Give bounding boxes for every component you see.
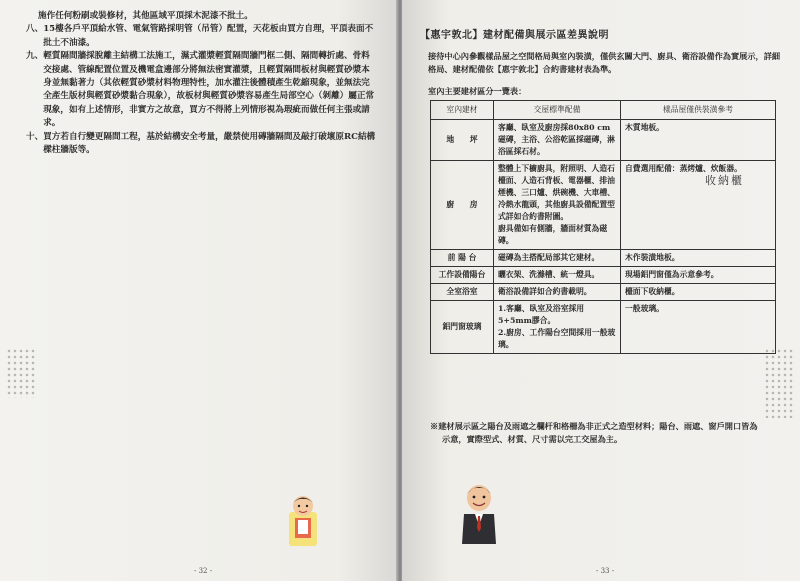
header-model: 樣品屋僅供裝潢參考 <box>621 101 776 120</box>
room-cell: 全室浴室 <box>431 284 494 301</box>
room-cell: 前 陽 台 <box>431 250 494 267</box>
room-cell: 廚 房 <box>431 161 494 250</box>
standard-cell: 客廳、臥室及廚房採80x80 cm磁磚，主浴、公浴乾區採磁磚，淋浴區採石材。 <box>494 120 621 161</box>
room-cell: 地 坪 <box>431 120 494 161</box>
handwritten-note: 收納櫃 <box>705 174 744 187</box>
model-cell: 現場鋁門窗僅為示意參考。 <box>621 267 776 284</box>
room-cell: 工作設備陽台 <box>431 267 494 284</box>
table-row <box>431 161 776 250</box>
lead-line: 施作任何粉刷或裝修材，其他區域平頂採木泥漆不批土。 <box>38 11 253 21</box>
room-cell: 鋁門窗玻璃 <box>431 301 494 354</box>
standard-cell: 磁磚為主搭配局部其它建材。 <box>494 250 621 267</box>
decorative-dots <box>6 348 36 398</box>
materials-table <box>430 100 776 354</box>
clause-9: 九、 輕質隔間牆採脫離主結構工法施工，濕式灌漿輕質隔間牆門框二側、隔間轉折處、骨料交接處、管線配置位置及機電盒邊部分將無法密實灌漿，且輕質隔間板材與輕質砂漿本身並無黏著力（其依輕質砂漿材料物理特性，加水灌注後體積產生乾縮現象，並無法完全產生版材與輕質砂漿黏合現象），故板材與輕質砂漿容易產生局部空心（剝離）屬正常現象，如有上述情形，非實方之故意，買方不得將上列情形視為瑕疵而做任何主張或請求。 <box>26 51 375 129</box>
page-number: - 32 - <box>194 567 213 575</box>
cartoon-mascot-icon <box>286 492 320 548</box>
standard-cell: 曬衣架、洗滌槽、統一燈具。 <box>494 267 621 284</box>
page-number: - 33 - <box>596 567 615 575</box>
table-caption: 室內主要建材區分一覽表： <box>428 86 527 96</box>
table-header-row <box>431 101 776 120</box>
model-cell: 一般玻璃。 <box>621 301 776 354</box>
left-page-text <box>26 10 378 157</box>
table-row <box>431 120 776 161</box>
standard-cell: 整體上下櫥廚具，附照明、人造石檯面、人造石背板、電器櫃、排油煙機、三口爐、烘碗機、大車槽、冷熱水龍頭，其他廚具設備配置型式詳如合約書附圖。 廚具備如有側牆，牆面材質為磁磚。 <box>494 161 621 250</box>
decorative-dots <box>764 348 794 418</box>
intro-paragraph: 接待中心內參觀樣品屋之空間格局與室內裝潢，僅供玄關大門、廚具、衛浴設備作為實展示，詳細格局、建材配備依【惠宇敦北】合約書建材表為準。 <box>428 51 781 75</box>
header-room: 室內建材 <box>431 101 494 120</box>
right-page <box>402 0 800 581</box>
left-page <box>0 0 398 581</box>
model-cell: 自費選用配備：蒸烤爐、炊飯器。 收納櫃 <box>621 161 776 250</box>
clause-8: 八、 15樓各戶平頂給水管、電氣管路採明管（吊管）配置，天花板由買方自理，平頂表面不批土不油漆。 <box>26 24 374 48</box>
cartoon-mascot-icon <box>460 482 498 548</box>
table-row <box>431 250 776 267</box>
model-cell: 木質地板。 <box>621 120 776 161</box>
table-row <box>431 267 776 284</box>
standard-cell: 衛浴設備詳如合約書載明。 <box>494 284 621 301</box>
table-row <box>431 284 776 301</box>
model-cell: 木作裝潢地板。 <box>621 250 776 267</box>
model-cell: 檯面下收納櫃。 <box>621 284 776 301</box>
footnote: ※建材展示區之陽台及雨遮之欄杆和格柵為非正式之造型材料；陽台、雨遮、窗戶開口皆為 示意，實際型式、材質、尺寸需以完工交屋為主。 <box>430 421 758 444</box>
header-standard: 交屋標準配備 <box>494 101 621 120</box>
section-title: 【惠宇敦北】建材配備與展示區差異說明 <box>420 30 609 41</box>
table-row <box>431 301 776 354</box>
clause-10: 十、 買方若自行變更隔間工程，基於結構安全考量，嚴禁使用磚牆隔間及敲打破壞原RC結構樑柱牆版等。 <box>26 131 376 156</box>
standard-cell: 1.客廳、臥室及浴室採用5+5mm膠合。 2.廚房、工作陽台空間採用一般玻璃。 <box>494 301 621 354</box>
